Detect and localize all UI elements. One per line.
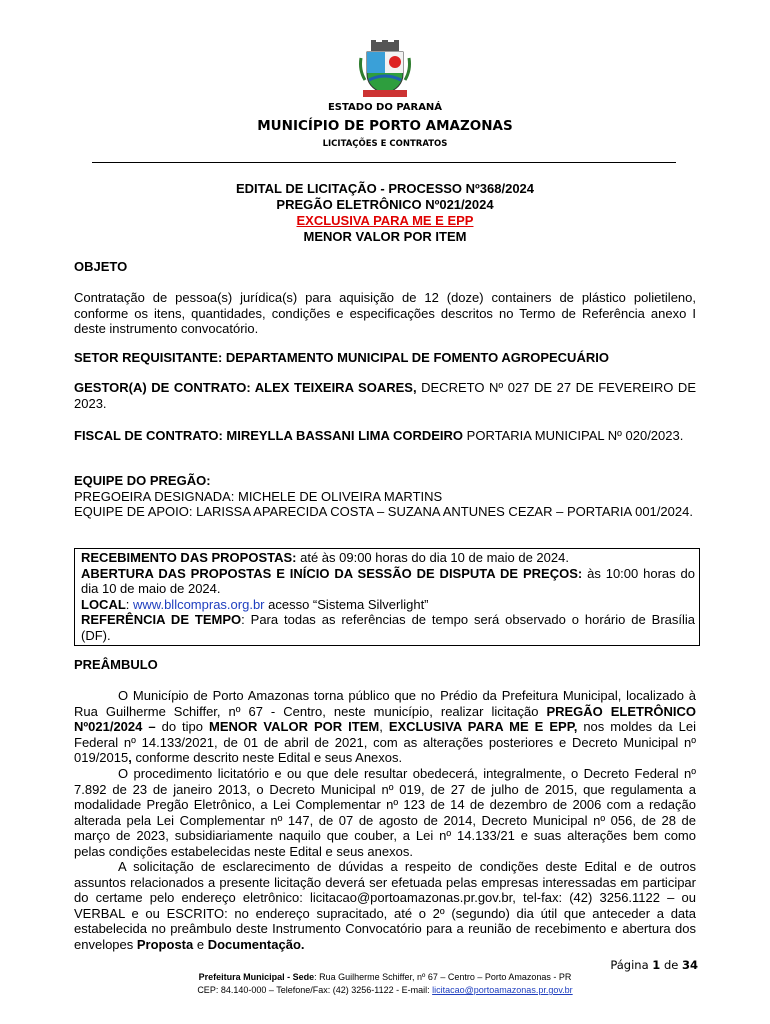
preambulo-paragraph-2: O procedimento licitatório e ou que dele resultar obedecerá, integralmente, o Decreto Federal nº 7.892 de 23 de janeiro 2013, o Decreto Municipal nº 019, de 27 de julho de 2015, que regulamenta a modalidade Pregão Eletrônico, a Lei Complementar nº 123 de 14 de dezembro de 2006 com a redação alterada pela Lei Complementar nº 147, de 07 de agosto de 2014, Decreto Municipal nº 056, de 28 de março de 2023, subsidiariamente naquilo que couber, a Lei nº 14.133/21 e suas alterações bem como pelas condições estabelecidas neste Edital e seus anexos. <box>74 766 696 859</box>
schedule-box: RECEBIMENTO DAS PROPOSTAS: até às 09:00 horas do dia 10 de maio de 2024. ABERTURA DAS PROPOSTAS E INÍCIO DA SESSÃO DE DISPUTA DE PREÇOS: às 10:00 horas do dia 10 de maio de 2024. LOCAL: www.bllcompras.org.br acesso “Sistema Silverlight” REFERÊNCIA DE TEMPO: Para todas as referências de tempo será observado o horário de Brasília (DF). <box>74 548 700 646</box>
referencia-text: : Para todas as referências de tempo será observado o horário de Brasília (DF). <box>81 612 695 643</box>
pregao-number: PREGÃO ELETRÔNICO Nº021/2024 <box>276 197 494 212</box>
fiscal-text: PORTARIA MUNICIPAL Nº 020/2023. <box>463 428 684 443</box>
equipe-pregao <box>74 473 696 520</box>
bll-link[interactable]: www.bllcompras.org.br <box>133 596 265 612</box>
fiscal-label: FISCAL DE CONTRATO: MIREYLLA BASSANI LIMA CORDEIRO <box>74 428 464 443</box>
footer-address: Prefeitura Municipal - Sede: Rua Guilherme Schiffer, nº 67 – Centro – Porto Amazonas - PR <box>198 972 572 982</box>
abertura-text: às 10:00 horas do dia 10 de maio de 2024. <box>81 565 695 596</box>
department-name: LICITAÇÕES E CONTRATOS <box>322 139 448 149</box>
pregoeira-line: PREGOEIRA DESIGNADA: MICHELE DE OLIVEIRA MARTINS <box>74 488 443 504</box>
local-label: LOCAL <box>81 596 126 612</box>
local-text: acesso “Sistema Silverlight” <box>264 596 429 612</box>
gestor-text: DECRETO Nº 027 DE 27 DE FEVEREIRO DE 2023. <box>74 380 696 411</box>
municipal-coat-of-arms <box>357 40 413 100</box>
fiscal-contrato <box>74 428 696 444</box>
page-number: Página 1 de 34 <box>610 958 698 972</box>
criteria-title: MENOR VALOR POR ITEM <box>303 229 467 244</box>
header-divider <box>92 162 676 163</box>
setor-requisitante: SETOR REQUISITANTE: DEPARTAMENTO MUNICIPAL DE FOMENTO AGROPECUÁRIO <box>74 350 609 365</box>
gestor-label: GESTOR(A) DE CONTRATO: ALEX TEIXEIRA SOARES, <box>74 380 417 395</box>
objeto-text: Contratação de pessoa(s) jurídica(s) para aquisição de 12 (doze) containers de plástico polietileno, conforme os itens, quantidades, condições e especificações descritos no Termo de Referência anexo I deste instrumento convocatório. <box>74 290 696 336</box>
recebimento-text: até às 09:00 horas do dia 10 de maio de 2024. <box>296 550 569 565</box>
abertura-label: ABERTURA DAS PROPOSTAS E INÍCIO DA SESSÃO DE DISPUTA DE PREÇOS: <box>81 565 583 581</box>
preambulo-paragraph-1: O Município de Porto Amazonas torna público que no Prédio da Prefeitura Municipal, localizado à Rua Guilherme Schiffer, nº 67 - Centro, neste município, realizar licitação PREGÃO ELETRÔNICO Nº021/2024 – do tipo MENOR VALOR POR ITEM, EXCLUSIVA PARA ME E EPP, nos moldes da Lei Federal nº 14.133/2021, de 01 de abril de 2021, com as alterações posteriores e Decreto Municipal nº 019/2015, conforme descrito neste Edital e seus Anexos. <box>74 688 697 765</box>
state-name: ESTADO DO PARANÁ <box>327 102 443 113</box>
equipe-apoio-line: EQUIPE DE APOIO: LARISSA APARECIDA COSTA – SUZANA ANTUNES CEZAR – PORTARIA 001/2024. <box>74 504 693 519</box>
equipe-heading: EQUIPE DO PREGÃO: <box>74 473 211 488</box>
footer-contact: CEP: 84.140-000 – Telefone/Fax: (42) 3256-1122 - E-mail: licitacao@portoamazonas.pr.gov.br <box>197 985 573 995</box>
referencia-label: REFERÊNCIA DE TEMPO <box>81 612 242 627</box>
preambulo-paragraph-3: A solicitação de esclarecimento de dúvidas a respeito de condições deste Edital e de outros assuntos relacionados a presente licitação deverá ser efetuada pelas empresas interessadas em participar do certame pelo endereço eletrônico: licitacao@portoamazonas.pr.gov.br, tel-fax: (42) 3256.1122 – ou VERBAL e ou ESCRITO: no endereço supracitado, até o 2º (segundo) dia útil que anteceder a data estabelecida no preâmbulo deste Instrumento Convocatório para a reunião de recebimento e abertura dos envelopes Proposta e Documentação. <box>74 859 696 952</box>
municipality-name: MUNICÍPIO DE PORTO AMAZONAS <box>257 118 513 134</box>
recebimento-label: RECEBIMENTO DAS PROPOSTAS: <box>81 550 297 565</box>
exclusive-notice: EXCLUSIVA PARA ME E EPP <box>296 213 474 228</box>
objeto-heading: OBJETO <box>74 259 128 274</box>
edital-title: EDITAL DE LICITAÇÃO - PROCESSO Nº368/2024 <box>235 181 535 196</box>
preambulo-heading: PREÂMBULO <box>74 657 158 672</box>
gestor-contrato <box>74 380 696 411</box>
footer-email-link[interactable]: licitacao@portoamazonas.pr.gov.br <box>432 985 573 995</box>
